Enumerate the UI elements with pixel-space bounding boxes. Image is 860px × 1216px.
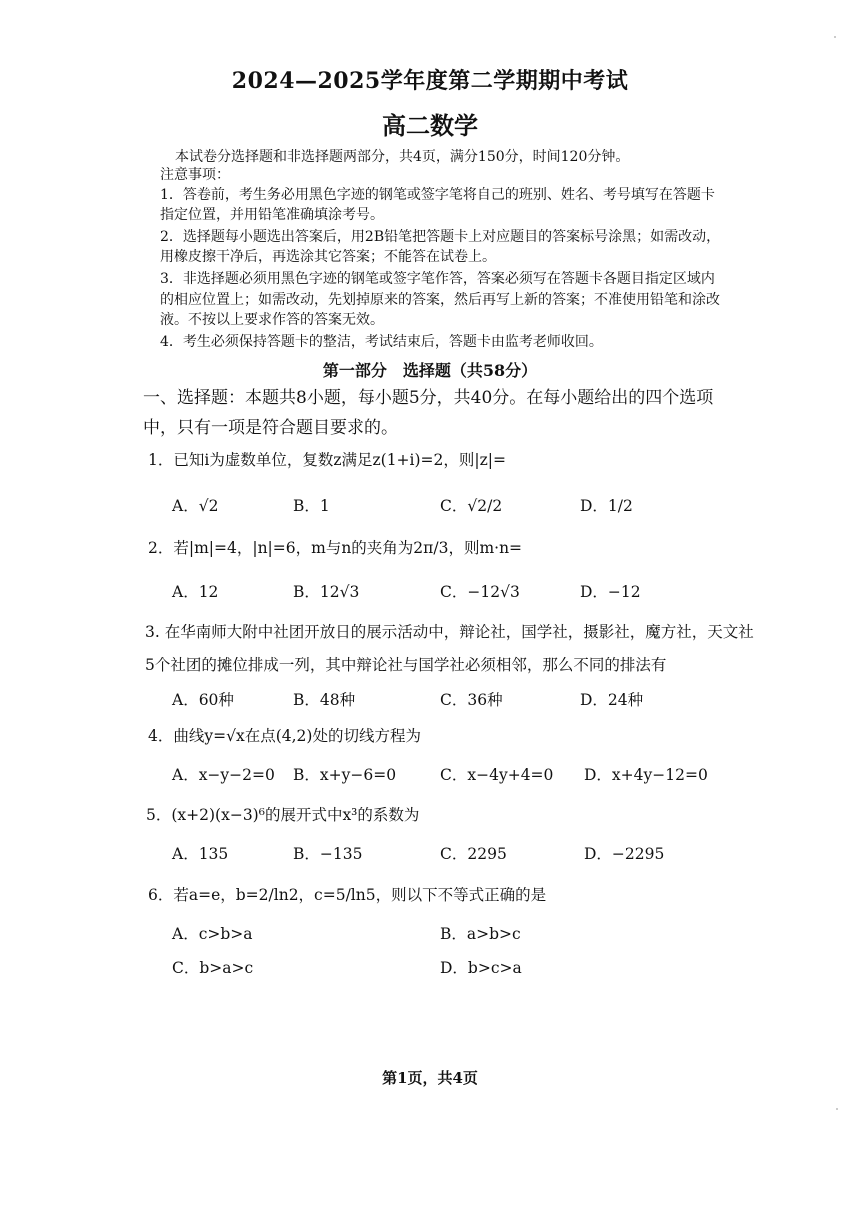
question-6-option-c: C．b>a>c xyxy=(172,959,254,977)
note-line: 液。不按以上要求作答的答案无效。 xyxy=(160,312,384,328)
section-intro: 中，只有一项是符合题目要求的。 xyxy=(143,418,398,438)
question-2-stem: 2．若|m|=4，|n|=6，m与n的夹角为2π/3，则m·n= xyxy=(148,539,523,557)
question-6-stem: 6．若a=e，b=2/ln2，c=5/ln5，则以下不等式正确的是 xyxy=(148,886,547,904)
question-4-option-a: A．x−y−2=0 xyxy=(172,766,275,784)
note-line: 3．非选择题必须用黑色字迹的钢笔或签字笔作答，答案必须写在答题卡各题目指定区域内 xyxy=(160,271,715,287)
notes-heading: 注意事项： xyxy=(160,167,230,183)
question-4-option-c: C．x−4y+4=0 xyxy=(440,766,554,784)
scan-speck xyxy=(836,1108,838,1110)
question-1-option-b: B．1 xyxy=(293,497,330,515)
question-5-option-c: C．2295 xyxy=(440,845,507,863)
part1-title: 第一部分 选择题（共58分） xyxy=(322,361,538,380)
question-5-option-d: D．−2295 xyxy=(584,845,665,863)
question-1-option-c: C．√2/2 xyxy=(440,497,503,515)
question-3-stem: 3. 在华南师大附中社团开放日的展示活动中，辩论社，国学社，摄影社，魔方社，天文社 xyxy=(145,623,754,641)
question-2-option-b: B．12√3 xyxy=(293,583,360,601)
note-line: 1．答卷前，考生务必用黑色字迹的钢笔或签字笔将自己的班别、姓名、考号填写在答题卡 xyxy=(160,187,715,203)
note-line: 4．考生必须保持答题卡的整洁，考试结束后，答题卡由监考老师收回。 xyxy=(160,334,603,350)
scan-speck xyxy=(834,36,836,38)
question-3-option-d: D．24种 xyxy=(580,691,644,709)
section-intro: 一、选择题：本题共8小题，每小题5分，共40分。在每小题给出的四个选项 xyxy=(143,388,714,408)
question-4-option-d: D．x+4y−12=0 xyxy=(584,766,708,784)
question-3-option-a: A．60种 xyxy=(172,691,234,709)
note-line: 指定位置，并用铅笔准确填涂考号。 xyxy=(160,207,384,223)
question-1-option-a: A．√2 xyxy=(172,497,219,515)
note-line: 的相应位置上；如需改动，先划掉原来的答案，然后再写上新的答案；不准使用铅笔和涂改 xyxy=(160,292,720,308)
question-6-option-d: D．b>c>a xyxy=(440,959,522,977)
question-4-stem: 4．曲线y=√x在点(4,2)处的切线方程为 xyxy=(148,727,421,745)
note-line: 2．选择题每小题选出答案后，用2B铅笔把答题卡上对应题目的答案标号涂黑；如需改动， xyxy=(160,229,721,245)
question-1-option-d: D．1/2 xyxy=(580,497,633,515)
exam-title: 2024—2025学年度第二学期期中考试 xyxy=(231,68,629,94)
question-5-option-a: A．135 xyxy=(172,845,229,863)
note-line: 用橡皮擦干净后，再选涂其它答案；不能答在试卷上。 xyxy=(160,249,496,265)
question-4-option-b: B．x+y−6=0 xyxy=(293,766,397,784)
question-3-option-c: C．36种 xyxy=(440,691,503,709)
question-6-option-b: B．a>b>c xyxy=(440,925,521,943)
question-5-stem: 5．(x+2)(x−3)⁶的展开式中x³的系数为 xyxy=(146,806,420,824)
question-6-option-a: A．c>b>a xyxy=(172,925,253,943)
question-3-option-b: B．48种 xyxy=(293,691,356,709)
page-footer: 第1页，共4页 xyxy=(382,1069,478,1087)
question-1-stem: 1．已知i为虚数单位，复数z满足z(1+i)=2，则|z|= xyxy=(148,451,506,469)
question-5-option-b: B．−135 xyxy=(293,845,363,863)
question-2-option-a: A．12 xyxy=(172,583,219,601)
exam-info: 本试卷分选择题和非选择题两部分，共4页，满分150分，时间120分钟。 xyxy=(175,149,630,165)
subject-title: 高二数学 xyxy=(382,111,478,140)
question-2-option-d: D．−12 xyxy=(580,583,641,601)
question-3-stem-continued: 5个社团的摊位排成一列，其中辩论社与国学社必须相邻，那么不同的排法有 xyxy=(145,656,667,674)
question-2-option-c: C．−12√3 xyxy=(440,583,520,601)
